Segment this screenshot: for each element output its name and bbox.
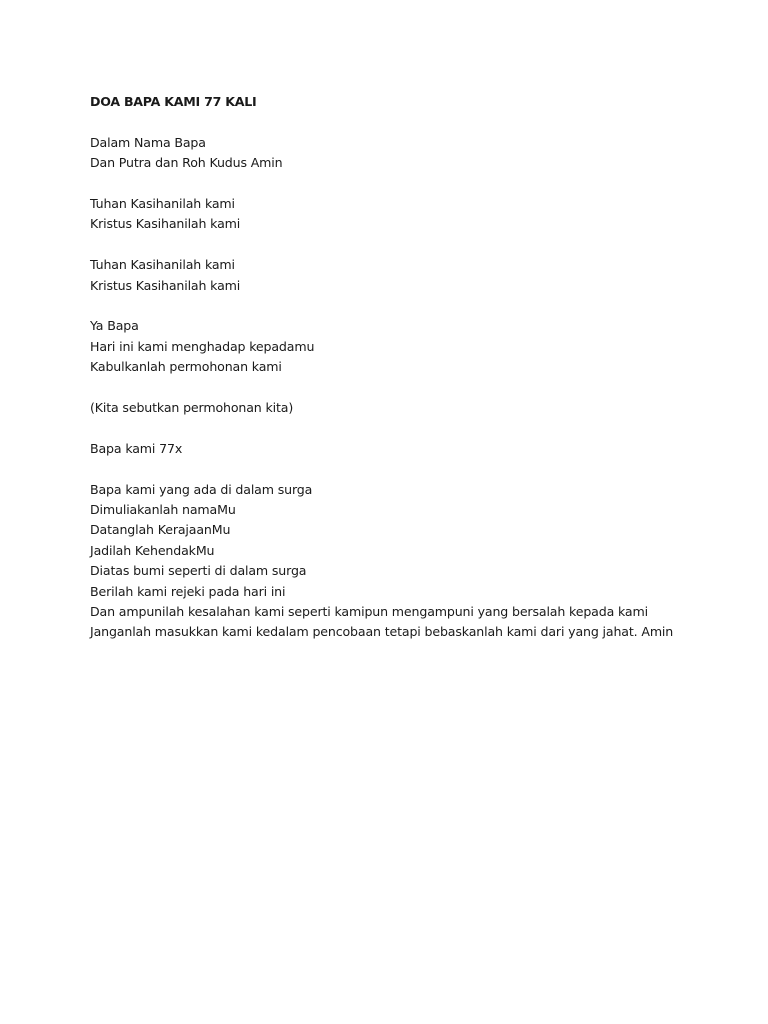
stanza-petition-note	[90, 398, 730, 418]
text-line: Dan ampunilah kesalahan kami seperti kamipun mengampuni yang bersalah kepada kami	[90, 604, 648, 620]
document-title: DOA BAPA KAMI 77 KALI	[90, 94, 257, 109]
stanza-repeat-count	[90, 439, 730, 459]
text-line: Kabulkanlah permohonan kami	[90, 359, 282, 375]
text-line: Janganlah masukkan kami kedalam pencobaan tetapi bebaskanlah kami dari yang jahat. Amin	[90, 624, 674, 640]
text-line: Datanglah KerajaanMu	[90, 522, 231, 538]
text-line: Dimuliakanlah namaMu	[90, 502, 236, 518]
text-line: Tuhan Kasihanilah kami	[90, 196, 235, 211]
text-line: (Kita sebutkan permohonan kita)	[90, 400, 294, 416]
text-line: Tuhan Kasihanilah kami	[90, 257, 235, 273]
document-body	[90, 92, 730, 643]
text-line: Dan Putra dan Roh Kudus Amin	[90, 155, 283, 171]
text-line: Bapa kami 77x	[90, 440, 183, 456]
stanza-invocation	[90, 316, 730, 377]
text-line: Kristus Kasihanilah kami	[90, 277, 241, 293]
text-line: Diatas bumi seperti di dalam surga	[90, 563, 307, 579]
stanza-kyrie-2	[90, 255, 730, 296]
text-line: Jadilah KehendakMu	[90, 542, 215, 558]
text-line: Berilah kami rejeki pada hari ini	[90, 583, 286, 599]
stanza-lords-prayer	[90, 480, 730, 643]
stanza-kyrie-1	[90, 194, 730, 235]
text-line: Hari ini kami menghadap kepadamu	[90, 338, 315, 354]
text-line: Ya Bapa	[90, 318, 139, 334]
text-line: Dalam Nama Bapa	[90, 134, 206, 150]
stanza-opening	[90, 133, 730, 174]
text-line: Bapa kami yang ada di dalam surga	[90, 481, 313, 497]
text-line: Kristus Kasihanilah kami	[90, 216, 241, 232]
